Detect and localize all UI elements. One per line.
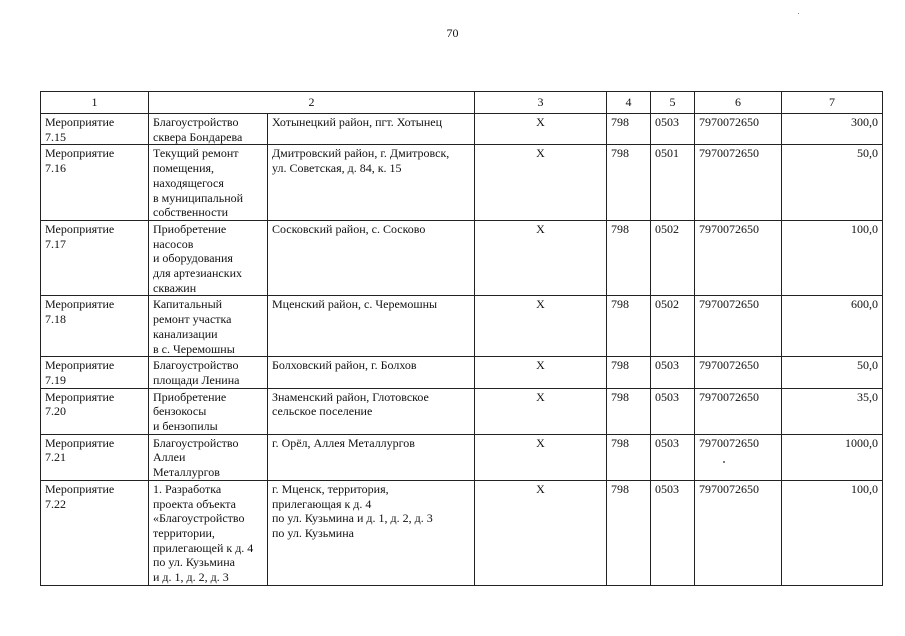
amount-cell: 35,0 xyxy=(782,388,883,434)
cell-line: 7.17 xyxy=(45,236,66,251)
cell-line: Мероприятие xyxy=(45,389,115,404)
table-row xyxy=(41,145,883,221)
cell-line: ремонт участка xyxy=(153,312,232,327)
cell-line: 7.21 xyxy=(45,450,66,465)
measure-cell xyxy=(41,434,149,480)
cell-line: Дмитровский район, г. Дмитровск, xyxy=(272,146,450,161)
location-cell xyxy=(268,357,475,388)
column-4-cell: 798 xyxy=(607,480,651,585)
cell-line: Приобретение xyxy=(153,389,227,404)
measure-cell xyxy=(41,114,149,145)
header-cell-6: 6 xyxy=(695,92,782,114)
column-6-cell: 7970072650 xyxy=(695,220,782,296)
cell-line: «Благоустройство xyxy=(153,511,245,526)
page-number: 70 xyxy=(446,26,459,40)
amount-cell: 50,0 xyxy=(782,145,883,221)
table-header-row xyxy=(41,92,883,114)
location-cell xyxy=(268,388,475,434)
cell-line: Благоустройство xyxy=(153,115,239,129)
cell-line: Болховский район, г. Болхов xyxy=(272,358,417,373)
column-6-cell: 7970072650 xyxy=(695,296,782,357)
measure-cell xyxy=(41,220,149,296)
cell-line: Мероприятие xyxy=(45,115,115,129)
column-4-cell: 798 xyxy=(607,357,651,388)
column-3-cell: Х xyxy=(475,480,607,585)
cell-line: Благоустройство xyxy=(153,358,239,373)
cell-line: 7.20 xyxy=(45,404,66,419)
cell-line: бензокосы xyxy=(153,404,207,419)
cell-line: г. Орёл, Аллея Металлургов xyxy=(272,435,415,450)
column-3-cell: Х xyxy=(475,357,607,388)
column-3-cell: Х xyxy=(475,296,607,357)
location-cell xyxy=(268,480,475,585)
cell-line: г. Мценск, территория, xyxy=(272,481,389,496)
cell-line: Текущий ремонт xyxy=(153,146,239,161)
name-cell xyxy=(149,434,268,480)
cell-line: Мероприятие xyxy=(45,358,115,373)
amount-cell: 100,0 xyxy=(782,480,883,585)
location-cell xyxy=(268,114,475,145)
cell-line: находящегося xyxy=(153,175,224,190)
column-5-cell: 0503 xyxy=(651,114,695,145)
name-cell xyxy=(149,114,268,145)
column-3-cell: Х xyxy=(475,145,607,221)
cell-line: Аллеи xyxy=(153,450,186,465)
cell-line: Металлургов xyxy=(153,465,220,480)
table-row xyxy=(41,480,883,585)
table-row xyxy=(41,388,883,434)
cell-line: по ул. Кузьмина и д. 1, д. 2, д. 3 xyxy=(272,511,433,526)
column-4-cell: 798 xyxy=(607,220,651,296)
cell-line: 7.15 xyxy=(45,129,66,144)
column-5-cell: 0502 xyxy=(651,220,695,296)
cell-line: Знаменский район, Глотовское xyxy=(272,389,429,404)
cell-line: 7.16 xyxy=(45,161,66,176)
scan-speck xyxy=(798,13,799,14)
cell-line: и оборудования xyxy=(153,251,233,266)
cell-line: Мценский район, с. Черемошны xyxy=(272,297,438,312)
cell-line: 7.19 xyxy=(45,372,66,387)
cell-line: Благоустройство xyxy=(153,435,239,450)
cell-line: в с. Черемошны xyxy=(153,341,235,356)
column-4-cell: 798 xyxy=(607,145,651,221)
cell-line: Мероприятие xyxy=(45,146,115,161)
header-cell-2: 2 xyxy=(149,92,475,114)
table-row xyxy=(41,296,883,357)
column-4-cell: 798 xyxy=(607,296,651,357)
measure-cell xyxy=(41,145,149,221)
column-6-cell: 7970072650 xyxy=(695,114,782,145)
cell-line: проекта объекта xyxy=(153,496,237,511)
cell-line: сквера Бондарева xyxy=(153,129,243,144)
cell-line: 7.22 xyxy=(45,496,66,511)
amount-cell: 300,0 xyxy=(782,114,883,145)
cell-line: по ул. Кузьмина xyxy=(272,525,354,540)
budget-table xyxy=(40,91,883,586)
table-row xyxy=(41,220,883,296)
cell-line: в муниципальной xyxy=(153,190,244,205)
name-cell xyxy=(149,220,268,296)
cell-line: сельское поселение xyxy=(272,404,373,419)
amount-cell: 1000,0 xyxy=(782,434,883,480)
name-cell xyxy=(149,357,268,388)
location-cell xyxy=(268,434,475,480)
cell-line: собственности xyxy=(153,205,229,220)
location-cell xyxy=(268,296,475,357)
column-3-cell: Х xyxy=(475,220,607,296)
column-6-cell: 7970072650 xyxy=(695,480,782,585)
cell-line: Мероприятие xyxy=(45,481,115,496)
column-4-cell: 798 xyxy=(607,114,651,145)
column-3-cell: Х xyxy=(475,434,607,480)
table-row xyxy=(41,434,883,480)
cell-line: по ул. Кузьмина xyxy=(153,555,235,570)
cell-line: Хотынецкий район, пгт. Хотынец xyxy=(272,115,442,129)
measure-cell xyxy=(41,480,149,585)
cell-line: Мероприятие xyxy=(45,435,115,450)
cell-line: ул. Советская, д. 84, к. 15 xyxy=(272,161,402,176)
amount-cell: 50,0 xyxy=(782,357,883,388)
cell-line: и бензопилы xyxy=(153,419,218,434)
cell-line: площади Ленина xyxy=(153,372,240,387)
cell-line: прилегающей к д. 4 xyxy=(153,540,254,555)
cell-line: прилегающая к д. 4 xyxy=(272,496,372,511)
cell-line: 1. Разработка xyxy=(153,481,222,496)
column-5-cell: 0503 xyxy=(651,357,695,388)
column-5-cell: 0502 xyxy=(651,296,695,357)
header-cell-3: 3 xyxy=(475,92,607,114)
cell-line: для артезианских xyxy=(153,266,242,281)
cell-line: Мероприятие xyxy=(45,297,115,312)
table-row xyxy=(41,357,883,388)
column-3-cell: Х xyxy=(475,388,607,434)
cell-line: канализации xyxy=(153,326,218,341)
column-6-cell: 7970072650 xyxy=(695,357,782,388)
header-cell-7: 7 xyxy=(782,92,883,114)
column-5-cell: 0503 xyxy=(651,434,695,480)
name-cell xyxy=(149,145,268,221)
column-4-cell: 798 xyxy=(607,388,651,434)
header-cell-5: 5 xyxy=(651,92,695,114)
header-cell-4: 4 xyxy=(607,92,651,114)
name-cell xyxy=(149,480,268,585)
column-3-cell: Х xyxy=(475,114,607,145)
cell-line: 7.18 xyxy=(45,312,66,327)
cell-line: помещения, xyxy=(153,161,215,176)
column-6-cell: 7970072650 xyxy=(695,388,782,434)
amount-cell: 600,0 xyxy=(782,296,883,357)
name-cell xyxy=(149,388,268,434)
column-5-cell: 0503 xyxy=(651,480,695,585)
measure-cell xyxy=(41,296,149,357)
cell-line: Приобретение xyxy=(153,221,227,236)
name-cell xyxy=(149,296,268,357)
column-5-cell: 0501 xyxy=(651,145,695,221)
measure-cell xyxy=(41,357,149,388)
cell-line: Капитальный xyxy=(153,297,223,312)
cell-line: насосов xyxy=(153,236,194,251)
column-4-cell: 798 xyxy=(607,434,651,480)
cell-line: Сосковский район, с. Сосково xyxy=(272,221,426,236)
column-5-cell: 0503 xyxy=(651,388,695,434)
measure-cell xyxy=(41,388,149,434)
location-cell xyxy=(268,220,475,296)
cell-line: территории, xyxy=(153,525,215,540)
header-cell-1: 1 xyxy=(41,92,149,114)
cell-line: и д. 1, д. 2, д. 3 xyxy=(153,570,229,585)
cell-line: Мероприятие xyxy=(45,221,115,236)
table-row xyxy=(41,114,883,145)
column-6-cell: 7970072650 xyxy=(695,145,782,221)
scan-speck xyxy=(723,461,725,463)
amount-cell: 100,0 xyxy=(782,220,883,296)
cell-line: скважин xyxy=(153,280,197,295)
location-cell xyxy=(268,145,475,221)
column-6-cell: 7970072650 xyxy=(695,434,782,480)
